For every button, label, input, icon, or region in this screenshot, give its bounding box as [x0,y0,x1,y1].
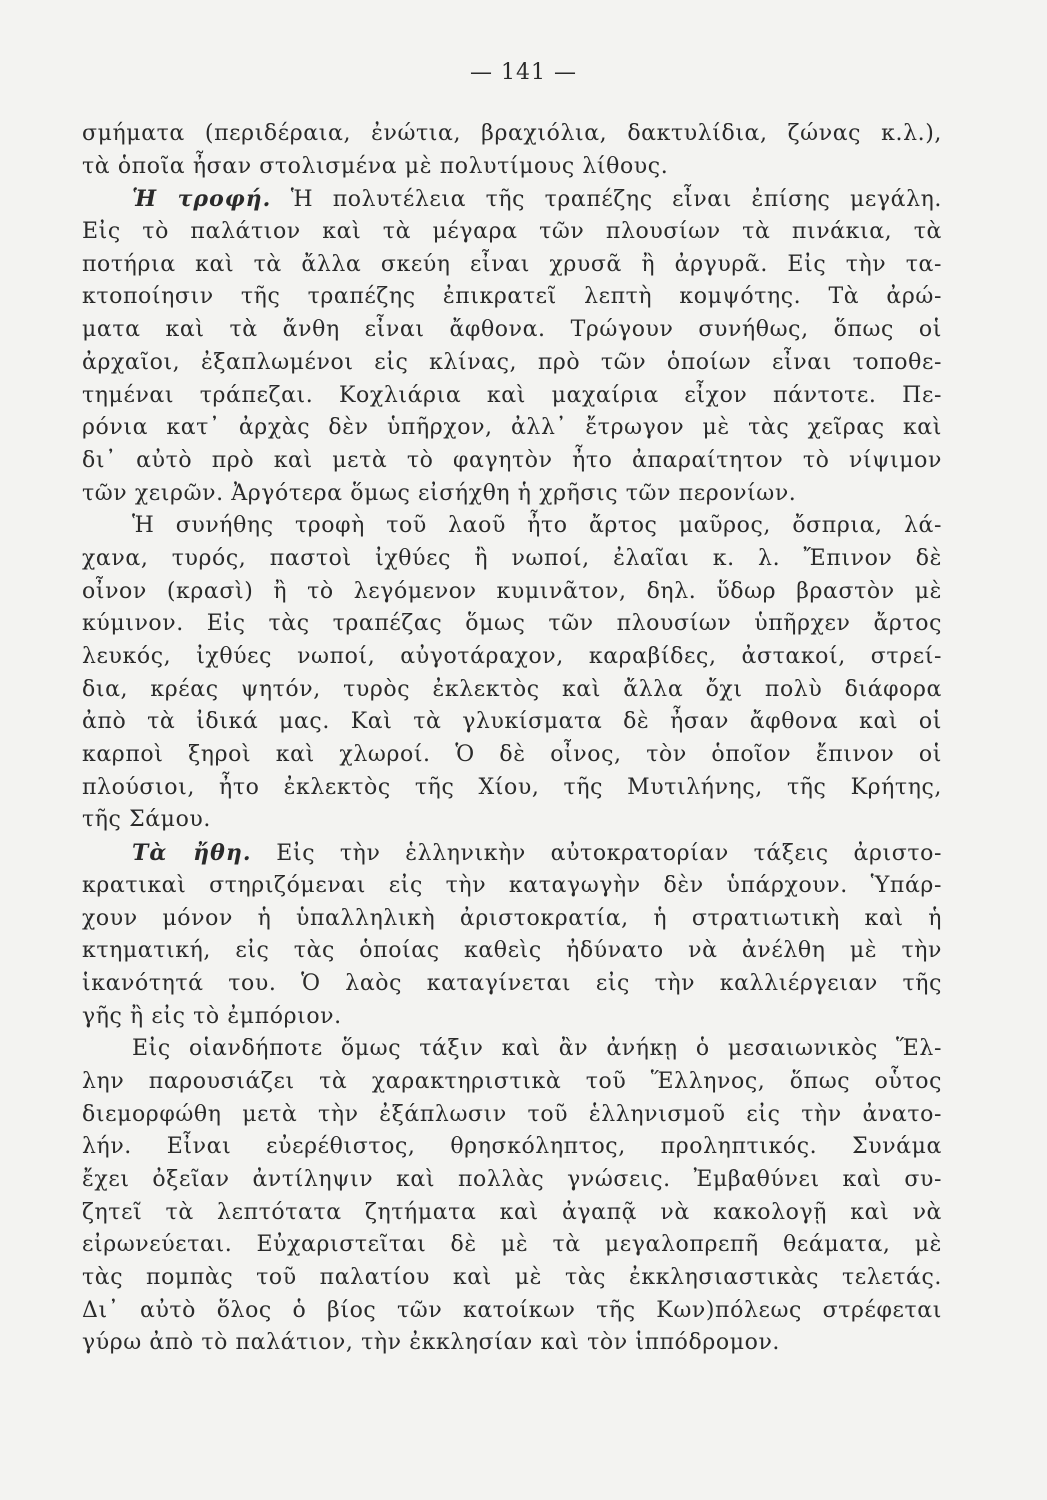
text-segment: τημέναι τράπεζαι. Κοχλιάρια καὶ μαχαίρια εἶχον πάντοτε. Πε- [82,382,942,408]
text-line [82,347,942,380]
text-segment: τὰς πομπὰς τοῦ παλατίου καὶ μὲ τὰς ἐκκλησιαστικὰς τελετάς. [82,1265,942,1291]
text-line [82,837,942,870]
text-segment: οἶνον (κρασὶ) ἢ τὸ λεγόμενον κυμινᾶτον, δηλ. ὕδωρ βραστὸν μὲ [82,578,942,604]
text-line [82,249,942,282]
text-segment: Ἡ συνήθης τροφὴ τοῦ λαοῦ ἦτο ἄρτος μαῦρος, ὄσπρια, λά- [132,513,942,539]
text-segment: τῶν χειρῶν. Ἀργότερα ὅμως εἰσήχθη ἡ χρῆσις τῶν περονίων. [82,480,797,506]
text-segment: ἀρχαῖοι, ἐξαπλωμένοι εἰς κλίνας, πρὸ τῶν ὁποίων εἶναι τοποθε- [82,349,942,375]
text-line [82,968,942,1001]
text-line [82,1262,942,1295]
page-number: — 141 — [470,60,577,85]
text-segment: κτοποίησιν τῆς τραπέζης ἐπικρατεῖ λεπτὴ κομψότης. Τὰ ἀρώ- [82,284,942,310]
text-line [82,478,942,511]
text-segment: Δι᾽ αὐτὸ ὅλος ὁ βίος τῶν κατοίκων τῆς Κων)πόλεως στρέφεται [82,1297,942,1323]
text-segment: γῆς ἢ εἰς τὸ ἐμπόριον. [82,1003,342,1029]
text-segment: πλούσιοι, ἦτο ἐκλεκτὸς τῆς Χίου, τῆς Μυτιλήνης, τῆς Κρήτης, [82,774,942,800]
text-line [82,1001,942,1034]
text-line [82,543,942,576]
text-segment: δι᾽ αὐτὸ πρὸ καὶ μετὰ τὸ φαγητὸν ἦτο ἀπαραίτητον τὸ νίψιμον [82,447,942,473]
text-line [82,412,942,445]
text-segment: ἱκανότητά του. Ὁ λαὸς καταγίνεται εἰς τὴν καλλιέργειαν τῆς [82,970,942,996]
text-line [82,706,942,739]
text-line [82,608,942,641]
text-line [82,1229,942,1262]
body-text [82,118,942,1360]
text-segment: Εἰς τὸ παλάτιον καὶ τὰ μέγαρα τῶν πλουσίων τὰ πινάκια, τὰ [82,219,942,245]
text-segment: χανα, τυρός, παστοὶ ἰχθύες ἢ νωποί, ἐλαῖαι κ. λ. Ἔπινον δὲ [82,545,942,571]
text-line [82,118,942,151]
text-line [82,1099,942,1132]
text-segment: Εἰς τὴν ἑλληνικὴν αὐτοκρατορίαν τάξεις ἀριστο- [251,841,942,867]
text-segment: ρόνια κατ᾽ ἀρχὰς δὲν ὑπῆρχον, ἀλλ᾽ ἔτρωγον μὲ τὰς χεῖρας καὶ [82,415,942,441]
text-line [82,1131,942,1164]
text-line [82,739,942,772]
text-line [82,641,942,674]
text-segment: καρποὶ ξηροὶ καὶ χλωροί. Ὁ δὲ οἶνος, τὸν ὁποῖον ἔπινον οἱ [82,742,942,768]
text-segment: κτηματική, εἰς τὰς ὁποίας καθεὶς ἠδύνατο νὰ ἀνέλθη μὲ τὴν [82,938,942,964]
text-line [82,935,942,968]
text-segment: κρατικαὶ στηριζόμεναι εἰς τὴν καταγωγὴν δὲν ὑπάρχουν. Ὑπάρ- [82,872,942,898]
text-line [82,674,942,707]
text-segment: Εἰς οἱανδήποτε ὅμως τάξιν καὶ ἂν ἀνήκῃ ὁ μεσαιωνικὸς Ἕλ- [132,1036,942,1062]
text-segment: ζητεῖ τὰ λεπτότατα ζητήματα καὶ ἀγαπᾷ νὰ κακολογῇ καὶ νὰ [82,1199,942,1225]
text-line [82,1295,942,1328]
text-segment: δια, κρέας ψητόν, τυρὸς ἐκλεκτὸς καὶ ἄλλα ὄχι πολὺ διάφορα [82,676,942,702]
text-line [82,1164,942,1197]
text-segment: σμήματα (περιδέραια, ἐνώτια, βραχιόλια, δακτυλίδια, ζώνας κ.λ.), [82,121,942,146]
text-line [82,1197,942,1230]
text-line [82,216,942,249]
text-line [82,1033,942,1066]
text-line [82,314,942,347]
text-segment: χουν μόνον ἡ ὑπαλληλικὴ ἀριστοκρατία, ἡ στρατιωτικὴ καὶ ἡ [82,905,942,931]
text-segment: τῆς Σάμου. [82,807,211,833]
section-heading: Τὰ ἤθη. [132,840,252,867]
text-line [82,380,942,413]
text-segment: λην παρουσιάζει τὰ χαρακτηριστικὰ τοῦ Ἕλληνος, ὅπως οὗτος [82,1068,942,1094]
text-line [82,1066,942,1099]
text-segment: ἀπὸ τὰ ἰδικά μας. Καὶ τὰ γλυκίσματα δὲ ἦσαν ἄφθονα καὶ οἱ [82,709,942,735]
text-line [82,510,942,543]
text-line [82,183,942,216]
text-line [82,804,942,837]
text-segment: κύμινον. Εἰς τὰς τραπέζας ὅμως τῶν πλουσίων ὑπῆρχεν ἄρτος [82,611,942,637]
text-segment: ματα καὶ τὰ ἄνθη εἶναι ἄφθονα. Τρώγουν συνήθως, ὅπως οἱ [82,317,942,343]
text-segment: διεμορφώθη μετὰ τὴν ἐξάπλωσιν τοῦ ἑλληνισμοῦ εἰς τὴν ἀνατο- [82,1101,942,1127]
text-line [82,903,942,936]
text-line [82,772,942,805]
text-line [82,1327,942,1360]
text-line [82,576,942,609]
text-segment: τὰ ὁποῖα ἦσαν στολισμένα μὲ πολυτίμους λίθους. [82,153,669,179]
text-line [82,281,942,314]
text-segment: εἰρωνεύεται. Εὐχαριστεῖται δὲ μὲ τὰ μεγαλοπρεπῆ θεάματα, μὲ [82,1232,942,1258]
text-segment: λήν. Εἶναι εὐερέθιστος, θρησκόληπτος, προληπτικός. Συνάμα [82,1134,942,1160]
text-segment: ἔχει ὀξεῖαν ἀντίληψιν καὶ πολλὰς γνώσεις. Ἐμβαθύνει καὶ συ- [82,1167,942,1192]
text-segment: γύρω ἀπὸ τὸ παλάτιον, τὴν ἐκκλησίαν καὶ τὸν ἱππόδρομον. [82,1330,781,1356]
section-heading: Ἡ τροφή. [132,186,272,213]
text-line [82,445,942,478]
text-line [82,151,942,184]
text-line [82,870,942,903]
text-segment: λευκός, ἰχθύες νωποί, αὐγοτάραχον, καραβίδες, ἀστακοί, στρεί- [82,644,942,669]
text-segment: Ἡ πολυτέλεια τῆς τραπέζης εἶναι ἐπίσης μεγάλη. [271,187,942,213]
text-segment: ποτήρια καὶ τὰ ἄλλα σκεύη εἶναι χρυσᾶ ἢ ἀργυρᾶ. Εἰς τὴν τα- [82,251,942,277]
